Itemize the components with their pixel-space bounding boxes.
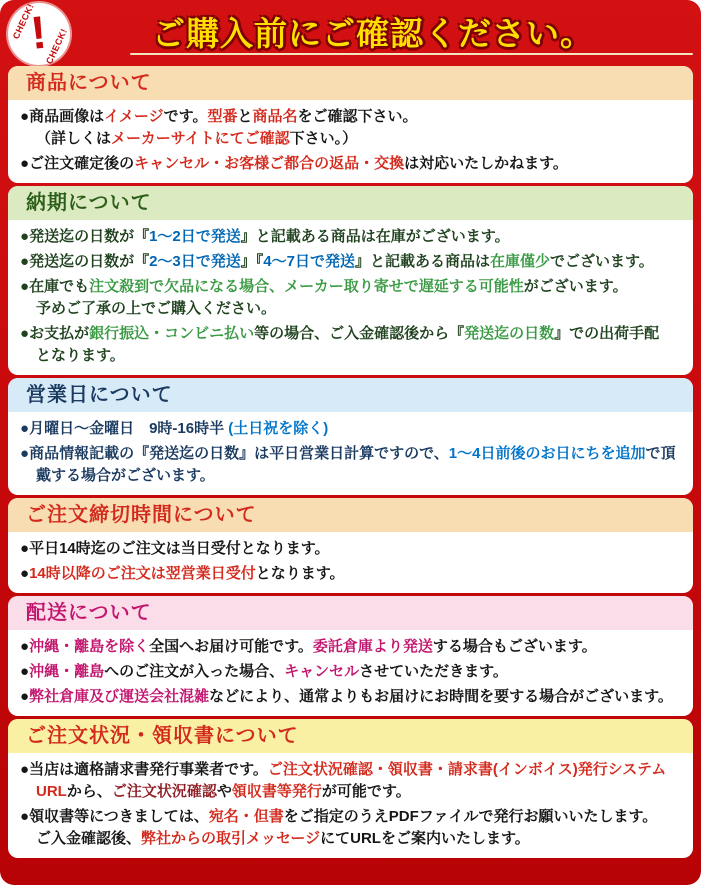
continuation-line <box>20 128 685 150</box>
text-segment: 』での出荷手配 <box>554 325 660 342</box>
text-segment: 領収書等発行 <box>231 783 322 800</box>
bullet-icon: ● <box>20 278 30 295</box>
text-segment: 発送迄の日数 <box>464 325 555 342</box>
section-order-status-receipt <box>8 719 693 858</box>
bullet-icon: ● <box>20 808 30 825</box>
text-segment: 月曜日～金曜日 9時-16時半 <box>29 420 229 437</box>
bullet-line <box>20 563 685 585</box>
text-segment: 沖縄・離島 <box>29 663 105 680</box>
text-segment: 宛名・但書 <box>208 808 284 825</box>
section-title-product: 商品について <box>8 66 693 100</box>
section-business-days <box>8 378 693 495</box>
bullet-icon: ● <box>20 420 30 437</box>
bullet-line <box>20 418 685 440</box>
section-body-shipping <box>8 630 693 716</box>
text-segment: 下さい。） <box>289 130 358 147</box>
text-segment: 商品情報記載の『発送迄の日数』は平日営業日計算ですので、 <box>29 445 449 462</box>
section-title-business-days: 営業日について <box>8 378 693 412</box>
text-segment: ご注文状況確認 <box>111 783 217 800</box>
bullet-icon: ● <box>20 663 30 680</box>
text-segment: 注文殺到で欠品になる場合、メーカー取り寄せで遅延する可能性 <box>89 278 524 295</box>
bullet-line <box>20 686 685 708</box>
text-segment: 弊社倉庫及び運送会社混雑 <box>29 688 210 705</box>
bullet-line <box>20 443 685 487</box>
text-segment: ご注文状況確認・領収書・請求書(インボイス)発行システムURL <box>36 761 667 800</box>
text-segment: をご確認下さい。 <box>297 108 418 125</box>
bullet-line <box>20 226 685 248</box>
text-segment: 等の場合、ご入金確認後から『 <box>254 325 465 342</box>
bullet-line <box>20 276 685 298</box>
bullet-line <box>20 538 685 560</box>
text-segment: がございます。 <box>523 278 628 295</box>
text-segment: で頂戴する場合がございます。 <box>36 445 676 484</box>
text-segment: キャンセル・お客様ご都合の返品・交換 <box>134 155 405 172</box>
text-segment: となります。 <box>36 347 125 364</box>
title-underline <box>130 53 693 55</box>
bullet-icon: ● <box>20 325 30 342</box>
bullet-icon: ● <box>20 445 30 462</box>
section-body-order-deadline <box>8 532 693 593</box>
check-label-bottom: CHECK! <box>44 26 70 66</box>
bullet-icon: ● <box>20 155 30 172</box>
text-segment: 1～2日で発送 <box>149 228 241 245</box>
text-segment: は対応いたしかねます。 <box>404 155 568 172</box>
section-title-order-deadline: ご注文締切時間について <box>8 498 693 532</box>
text-segment: メーカーサイトにてご確認 <box>111 130 290 147</box>
text-segment: にてURLをご案内いたします。 <box>320 830 530 847</box>
page-title: ご購入前にご確認ください。 <box>152 15 594 52</box>
continuation-line <box>20 298 685 320</box>
text-segment: でございます。 <box>550 253 654 270</box>
bullet-icon: ● <box>20 108 30 125</box>
text-segment: が可能です。 <box>321 783 411 800</box>
text-segment: 14時以降のご注文は翌営業日受付 <box>29 565 256 582</box>
text-segment: です。 <box>163 108 208 125</box>
continuation-line <box>20 345 685 367</box>
text-segment: イメージ <box>104 108 164 125</box>
text-segment: や <box>216 783 232 800</box>
exclamation-icon: ! <box>28 5 49 59</box>
text-segment: となります。 <box>255 565 345 582</box>
section-body-delivery-time <box>8 220 693 375</box>
text-segment: へのご注文が入った場合、 <box>104 663 285 680</box>
text-segment: 』と記載ある商品は在庫がございます。 <box>240 228 510 245</box>
bullet-icon: ● <box>20 761 30 778</box>
text-segment: 平日14時迄のご注文は当日受付となります。 <box>29 540 330 557</box>
section-title-delivery-time: 納期について <box>8 186 693 220</box>
bullet-line <box>20 806 685 828</box>
check-label-top: CHECK! <box>10 1 36 41</box>
bullet-icon: ● <box>20 565 30 582</box>
text-segment: から、 <box>66 783 112 800</box>
text-segment: キャンセル <box>284 663 360 680</box>
text-segment: 商品画像は <box>29 108 105 125</box>
text-segment: ご入金確認後、 <box>36 830 142 847</box>
text-segment: 在庫僅少 <box>489 253 550 270</box>
section-body-product <box>8 100 693 183</box>
bullet-icon: ● <box>20 253 30 270</box>
text-segment: 型番 <box>207 108 238 125</box>
bullet-line <box>20 323 685 345</box>
section-shipping <box>8 596 693 716</box>
section-product <box>8 66 693 183</box>
bullet-line <box>20 251 685 273</box>
text-segment: 委託倉庫より発送 <box>312 638 433 655</box>
text-segment: 当店は適格請求書発行事業者です。 <box>29 761 268 778</box>
section-body-order-status-receipt <box>8 753 693 858</box>
banner <box>0 0 701 64</box>
text-segment: 予めご了承の上でご購入ください。 <box>36 300 277 317</box>
text-segment: 2～3日で発送 <box>149 253 241 270</box>
text-segment: 銀行振込・コンビニ払い <box>89 325 255 342</box>
text-segment: 全国へお届け可能です。 <box>149 638 313 655</box>
text-segment: 』『 <box>240 253 264 270</box>
text-segment: 』と記載ある商品は <box>354 253 490 270</box>
text-segment: させていただきます。 <box>359 663 508 680</box>
section-body-business-days <box>8 412 693 495</box>
bullet-line <box>20 153 685 175</box>
text-segment: 商品名 <box>252 108 298 125</box>
continuation-line <box>20 828 685 850</box>
text-segment: 発送迄の日数が『 <box>29 228 150 245</box>
text-segment: などにより、通常よりもお届けにお時間を要する場合がございます。 <box>209 688 673 705</box>
text-segment: お支払が <box>29 325 90 342</box>
text-segment: をご指定のうえPDFファイルで発行お願いいたします。 <box>283 808 658 825</box>
bullet-line <box>20 636 685 658</box>
text-segment: 弊社からの取引メッセージ <box>141 830 321 847</box>
section-order-deadline <box>8 498 693 593</box>
text-segment: (土日祝を除く) <box>228 420 329 437</box>
bullet-icon: ● <box>20 540 30 557</box>
bullet-line <box>20 759 685 803</box>
text-segment: （詳しくは <box>36 130 112 147</box>
section-title-shipping: 配送について <box>8 596 693 630</box>
check-badge <box>0 0 78 73</box>
bullet-icon: ● <box>20 688 30 705</box>
bullet-icon: ● <box>20 228 30 245</box>
text-segment: する場合もございます。 <box>432 638 597 655</box>
text-segment: 沖縄・離島を除く <box>29 638 150 655</box>
text-segment: 発送迄の日数が『 <box>29 253 150 270</box>
text-segment: 領収書等につきましては、 <box>29 808 209 825</box>
text-segment: と <box>237 108 253 125</box>
bullet-line <box>20 661 685 683</box>
text-segment: 1～4日前後のお日にちを追加 <box>448 445 646 462</box>
section-title-order-status-receipt: ご注文状況・領収書について <box>8 719 693 753</box>
text-segment: ご注文確定後の <box>29 155 135 172</box>
text-segment: 在庫でも <box>29 278 90 295</box>
text-segment: 4～7日で発送 <box>263 253 355 270</box>
bullet-icon: ● <box>20 638 30 655</box>
bullet-line <box>20 106 685 128</box>
section-delivery-time <box>8 186 693 375</box>
sections <box>8 66 693 858</box>
